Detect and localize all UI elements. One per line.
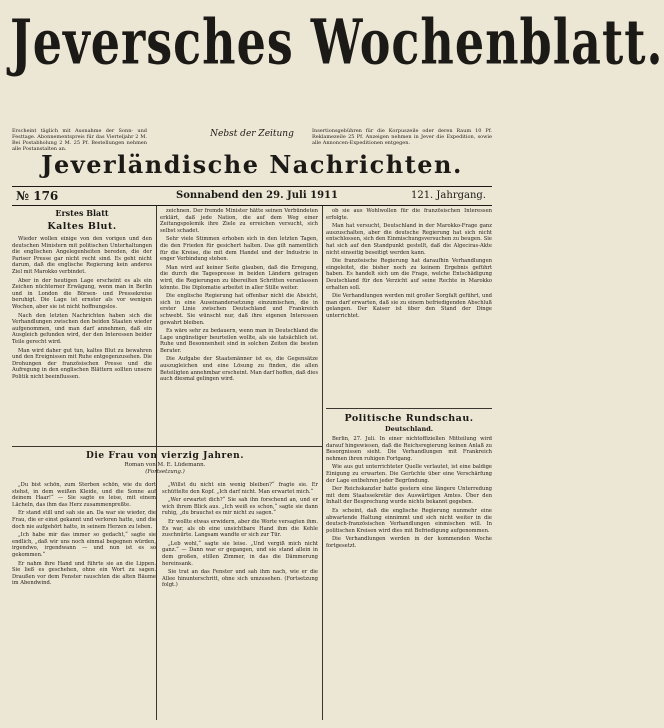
column-3 [326,208,492,322]
feuilleton-column-a [12,482,156,589]
subscription-info: Erscheint täglich mit Ausnahme der Sonn- und Festtage. Abonnementspreis für das Vierteljahr 2 M. Bei Postabholung 2 M. 25 Pf. Bestellungen nehmen alle Postanstalten an. [12,128,147,152]
story-paragraph: „Willst du nicht ein wenig bleiben?“ fragte sie. Er schüttelte den Kopf. „Ich darf nicht. Man erwartet mich.“ [162,482,318,495]
article-paragraph: Sehr viele Stimmen erhoben sich in den letzten Tagen, die den Frieden für gesichert halten. Das gilt namentlich für die Kreise, die mit dem Handel und der Industrie in enger Verbindung stehen. [160,236,318,263]
advertising-info: Insertionsgebühren für die Korpuszeile oder deren Raum 10 Pf. Reklamezeile 25 Pf. Anzeigen nehmen in Jever die Expedition, sowie alle Annoncen-Expeditionen entgegen. [312,128,492,146]
issue-number: № 176 [16,189,59,203]
masthead-title: Jeversches Wochenblatt. [10,5,664,79]
article-headline: Kaltes Blut. [47,221,117,232]
article-paragraph: ob sie aus Wohlwollen für die französischen Interessen erfolgte. [326,208,492,221]
review-paragraph: Die Verhandlungen werden in der kommenden Woche fortgesetzt. [326,536,492,549]
feuilleton-author: Roman von M. E. Lüdemann. [124,462,206,468]
story-paragraph: Er nahm ihre Hand und führte sie an die Lippen. Sie ließ es geschehen, ohne ein Wort zu sagen. Draußen vor dem Fenster rauschten die alten Bäume im Abendwind. [12,560,156,587]
article-paragraph: Die Aufgabe der Staatsmänner ist es, die Gegensätze auszugleichen und eine Lösung zu finden, die allen Beteiligten annehmbar erscheint. Man darf hoffen, daß dies auch diesmal gelingen wird. [160,356,318,383]
story-paragraph: „Leb wohl,“ sagte sie leise. „Und vergiß mich nicht ganz.“ — Dann war er gegangen, und sie stand allein in dem großen, stillen Zimmer, in das die Dämmerung hereinsank. [162,540,318,567]
column-2 [160,208,318,385]
secondary-title-block [40,148,464,182]
volume-year: 121. Jahrgang. [410,190,486,201]
review-paragraph: Der Reichskanzler hatte gestern eine längere Unterredung mit dem Staatssekretär des Auswärtigen Amtes. Über den Inhalt der Besprechung wurde nichts bekannt gegeben. [326,486,492,506]
article-paragraph: Es wäre sehr zu bedauern, wenn man in Deutschland die Lage ungünstiger beurteilen wollte, als sie tatsächlich ist. Ruhe und Besonnenheit sind in solchen Zeiten die besten Berater. [160,328,318,354]
review-paragraph: Wie aus gut unterrichteter Quelle verlautet, ist eine baldige Einigung zu erwarten. Die Gerüchte über eine Verschärfung der Lage entbehren jeder Begründung. [326,464,492,484]
column-1 [12,208,152,448]
story-paragraph: Er wollte etwas erwidern, aber die Worte versagten ihm. Es war, als ob eine unsichtbare Hand ihm die Kehle zuschnürte. Langsam wandte er sich zur Tür. [162,518,318,539]
article-paragraph: Aber in der heutigen Lage erscheint es als ein Zeichen nüchterner Erwägung, wenn man in Berlin und in London die Börsen- und Pressekreise beruhigt. Die Lage ist ernster als vor wenigen Wochen, aber sie ist nicht hoffnungslos. [12,277,152,310]
rundschau-divider [326,408,492,409]
secondary-title: Jeverländische Nachrichten. [41,150,463,179]
article-paragraph: zeichnen. Der fremde Minister hätte seinen Verbündeten erklärt, daß jede Nation, die auf dem Weg einer Zeitungspolemik ihre Ziele zu erreichen versucht, sich selbst schadet. [160,208,318,234]
feuilleton [12,450,318,720]
feuilleton-title: Die Frau von vierzig Jahren. [85,451,245,461]
story-paragraph: „Wer erwartet dich?“ Sie sah ihn forschend an, und er wich ihrem Blick aus. „Ich weiß es schon,“ sagte sie dann ruhig, „du brauchst es mir nicht zu sagen.“ [162,497,318,517]
article-paragraph: Wieder wollen einige von den vorigen und den deutschen Ministern mit politischen Unterhaltungen die englischen Angelegenheiten bereden, die der Pariser Presse gar nicht recht sind. Es geht nicht darum, daß die englische Regierung kein anderes Ziel mit Marokko verbindet. [12,236,152,275]
issue-date: Sonnabend den 29. Juli 1911 [176,190,338,201]
review-paragraph: Es scheint, daß die englische Regierung nunmehr eine abwartende Haltung einnimmt und sich nicht weiter in die deutsch-französischen Verhandlungen einmischen will. In politischen Kreisen wird dies mit Befriedigung aufgenommen. [326,507,492,534]
political-review-title: Politische Rundschau. [344,413,474,424]
section-label: Erstes Blatt [55,208,109,218]
story-paragraph: „Ich habe mir das immer so gedacht,“ sagte sie endlich, „daß wir uns noch einmal begegnen würden, irgendwo, irgendwann — und nun ist es so gekommen.“ [12,532,156,558]
story-paragraph: „Du bist schön, zum Sterben schön, wie du dort stehst, in dem weißen Kleide, und die Sonne auf deinem Haar!“ — Sie sagte es leise, mit einem Lächeln, das ihm das Herz zusammenpreßte. [12,482,156,508]
dateline [12,186,492,206]
political-review [326,412,492,720]
feuilleton-columns [12,482,318,720]
article-paragraph: Die französische Regierung hat daraufhin Verhandlungen eingeleitet, die bisher noch zu keinem Ergebnis geführt haben. Es handelt sich um die Frage, welche Entschädigung Deutschland für den Verzicht auf seine Rechte in Marokko erhalten soll. [326,258,492,291]
article-paragraph: Die Verhandlungen werden mit großer Sorgfalt geführt, und man darf erwarten, daß sie zu einem befriedigenden Abschluß gelangen. Der Kaiser ist über den Stand der Dinge unterrichtet. [326,293,492,319]
story-paragraph: Sie trat an das Fenster und sah ihm nach, wie er die Allee hinunterschritt, ohne sich umzusehen. (Fortsetzung folgt.) [162,569,318,589]
supplement-line-1: Nebst der Zeitung [210,129,294,139]
review-paragraph: Berlin, 27. Juli. In einer nichtoffiziellen Mitteilung wird darauf hingewiesen, daß die Reichsregierung keinen Anlaß zu Besorgnissen sieht. Die Verhandlungen mit Frankreich nehmen ihren ruhigen Fortgang. [326,436,492,462]
article-paragraph: Nach den letzten Nachrichten haben sich die Verhandlungen zwischen den beiden Staaten wieder aufgenommen, und man darf annehmen, daß ein Ausgleich gefunden wird, der den Interessen beider Teile gerecht wird. [12,312,152,345]
political-review-subtitle: Deutschland. [384,425,434,433]
article-paragraph: Man hat versucht, Deutschland in der Marokko-Frage ganz auszuschalten, aber die deutsche Regierung hat sich nicht entschlossen, sich den Einmischungsversuchen zu beugen. Sie hat sich auf den Standpunkt gestellt, daß die Algeciras-Akte nicht einseitig beseitigt werden kann. [326,223,492,256]
feuilleton-note: (Fortsetzung.) [145,469,185,475]
feuilleton-divider [12,446,322,447]
story-paragraph: Er stand still und sah sie an. Da war sie wieder, die Frau, die er einst gekannt und verloren hatte, und die doch nie aufgehört hatte, in seinem Herzen zu leben. [12,510,156,530]
article-paragraph: Die englische Regierung hat offenbar nicht die Absicht, sich in eine Auseinandersetzung einzumischen, die in erster Linie zwischen Deutschland und Frankreich schwebt. Sie wünscht nur, daß ihre eigenen Interessen gewahrt bleiben. [160,293,318,326]
article-paragraph: Man wird auf keiner Seite glauben, daß die Erregung, die durch die Tagespresse in beiden Ländern getragen wird, die Regierungen zu übereilten Schritten veranlassen könnte. Die Diplomatie arbeitet in aller Stille weiter. [160,264,318,291]
article-paragraph: Man wird daher gut tun, kaltes Blut zu bewahren und den Ereignissen mit Ruhe entgegenzusehen. Die Drohungen der französischen Presse und die Aufregung in den englischen Blättern sollten unsere Politik nicht beeinflussen. [12,347,152,380]
feuilleton-column-b [162,482,318,591]
column-divider-2 [322,206,323,720]
masthead [10,4,664,80]
